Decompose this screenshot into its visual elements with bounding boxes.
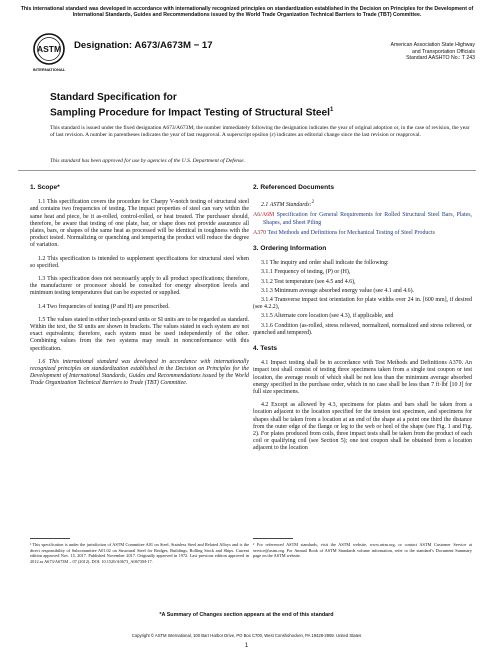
reference-code-link[interactable]: A370 [253,229,267,236]
ordering-list [253,260,472,337]
designation: Designation: A673/A673M − 17 [74,40,213,51]
page-title [50,92,470,120]
scope-heading: 1. Scope* [30,184,60,191]
issued-statement: This standard is issued under the fixed designation A673/A673M; the number immediately following the designation indicates the year of original adoption or, in the case of revision, the year of last revision. A number in parentheses indicates the year of last reapproval. A superscript epsilon (ε) indicates an editorial change since the last revision or reapproval. [50,125,470,138]
ordering-item: 3.1.4 Transverse impact test orientation for plate widths over 24 in. [600 mm], if desired (see 4.2.2), [253,297,472,311]
references-footnote-mark: 2 [311,200,315,206]
title-footnote-mark: 1 [330,107,334,114]
association-line: and Transportation Officials [411,48,475,55]
association-line: Standard AASHTO No.: T 243 [406,55,475,62]
tests-paragraph: 4.1 Impact testing shall be in accordance with Test Methods and Definitions A370. An impact test shall consist of testing three specimens taken from a single test coupon or test location, the average result of which shall be not less than the minimum average absorbed energy specified in the purchase order, which in no case shall be less than 7 ft·lbf [10 J] for full size specimens. [253,360,472,396]
logo-label: INTERNATIONAL [32,67,66,72]
scope-paragraph: 1.3 This specification does not necessarily apply to all product specifications; therefore, the manufacturer or processor should be consulted for energy absorption levels and minimum testing temperatures that can be expected or supplied. [30,276,249,297]
title-line1: Standard Specification for [50,92,177,103]
ordering-intro: 3.1 The inquiry and order shall indicate the following: [261,260,389,267]
reference-code-link[interactable]: A6/A6M [253,212,275,219]
svg-text:ASTM: ASTM [36,44,62,54]
tests-paragraph: 4.2 Except as allowed by 4.3, specimens for plates and bars shall be taken from a location adjacent to the location specified for the tension test specimen, and specimens for shapes shall be taken from a location at an end of the shape at a point one third the distance from the outer edge of the flange or leg to the web or heel of the shape (see Fig. 1 and Fig. 2). For plates produced from coils, three impact tests shall be taken from the product of each coil or qualifying coil (see Section 5); one test coupon shall be obtained from a location adjacent to the location [253,402,472,452]
footnote-2: ² For referenced ASTM standards, visit the ASTM website, www.astm.org, or contact ASTM Customer Service at service@astm.org. For Annual Book of ASTM Standards volume information, refer to the standard’s Document Summary page on the ASTM website. [253,542,472,559]
international-notice: This international standard was developed in accordance with internationally recognized principles on standardization established in the Decision on Principles for the Development of International Standards, Guides and Recommendations issued by the World Trade Organization Technical Barriers to Trade (TBT) Committee. [20,6,474,19]
footnote-divider [30,538,70,539]
reference-item[interactable] [253,212,472,226]
association-block [305,42,475,62]
reference-title[interactable]: Test Methods and Definitions for Mechanical Testing of Steel Products [267,229,435,236]
summary-of-changes-note: *A Summary of Changes section appears at the end of this standard [159,612,334,618]
approved-statement: This standard has been approved for use by agencies of the U.S. Department of Defense. [50,158,245,164]
ordering-item: 3.1.1 Frequency of testing, (P) or (H), [261,269,351,276]
right-column [253,184,472,459]
footnote-divider [253,538,293,539]
association-line: American Association State Highway [390,42,475,48]
title-line2: Sampling Procedure for Impact Testing of Structural Steel [50,107,331,119]
scope-paragraph: 1.1 This specification covers the procedure for Charpy V-notch testing of structural steel and contains two frequencies of testing. The impact properties of steel can vary within the same heat and piece, be it as-rolled, control-rolled, or heat treated. The purchaser should, therefore, be aware that testing of one plate, bar, or shape does not provide assurance all plates, bars, or shapes of the same heat as processed will be identical in toughness with the product tested. Normalizing or quenching and tempering the product will reduce the degree of variation. [30,199,249,249]
references-heading: 2. Referenced Documents [253,184,334,191]
astm-logo-icon [30,32,68,74]
copyright-line: Copyright © ASTM International, 100 Barr Harbor Drive, PO Box C700, West Conshohocken, PA 19428-2959. United States [131,633,362,638]
ordering-item: 3.1.3 Minimum average absorbed energy value (see 4.1 and 4.6). [261,287,415,294]
reference-title[interactable]: Specification for General Requirements for Rolled Structural Steel Bars, Plates, Shapes, and Sheet Piling [263,212,472,226]
ordering-item: 3.1.2 Test temperature (see 4.5 and 4.6), [261,278,356,285]
reference-item[interactable] [253,230,472,237]
tests-heading: 4. Tests [253,345,278,353]
references-subheading: 2.1 ASTM Standards: [261,202,312,209]
scope-paragraph: 1.5 The values stated in either inch-pound units or SI units are to be regarded as standard. Within the text, the SI units are shown in brackets. The values stated in each system are not exact equivalents; therefore, each system must be used independently of the other. Combining values from the two systems may result in nonconformance with this specification. [30,316,249,352]
left-column [30,184,249,394]
ordering-heading: 3. Ordering Information [253,244,327,252]
footnote-1: ¹ This specification is under the jurisdiction of ASTM Committee A01 on Steel, Stainless Steel and Related Alloys and is the direct responsibility of Subcommittee A01.02 on Structural Steel for Bridges, Buildings, Rolling Stock and Ships. Current edition approved Nov. 15, 2017. Published November 2017. Originally approved in 1972. Last previous edition approved in 2012 as A673/A673M – 07 (2012). DOI: 10.1520/A0673_A0673M-17. [30,542,249,564]
page-number: 1 [244,643,249,649]
scope-paragraph: 1.4 Two frequencies of testing (P and H) are prescribed. [38,303,170,310]
ordering-item: 3.1.6 Condition (as-rolled, stress relieved, normalized, normalized and stress relieved, or quenched and tempered). [253,322,472,336]
scope-paragraph: 1.6 This international standard was developed in accordance with internationally recognized principles on standardization established in the Decision on Principles for the Development of International Standards, Guides and Recommendations issued by the World Trade Organization Technical Barriers to Trade (TBT) Committee. [30,358,249,387]
header-divider [18,170,476,171]
ordering-item: 3.1.5 Alternate core location (see 4.3), if applicable, and [261,313,394,320]
scope-paragraph: 1.2 This specification is intended to supplement specifications for structural steel when so specified. [30,255,249,269]
